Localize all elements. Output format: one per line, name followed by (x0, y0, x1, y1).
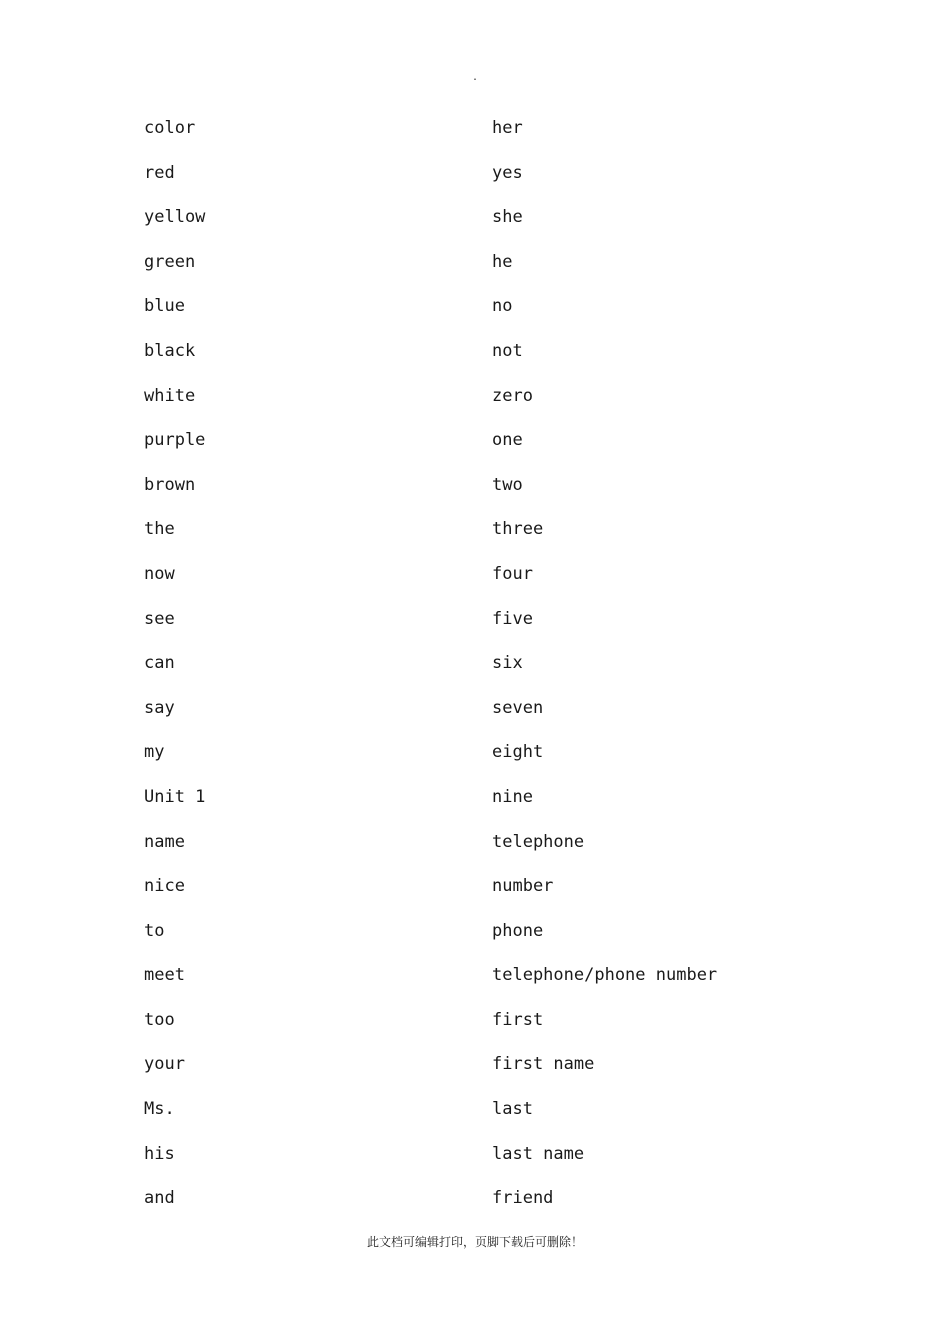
word-left: meet (144, 965, 185, 986)
word-right: telephone/phone number (492, 965, 718, 986)
word-left: yellow (144, 207, 206, 228)
word-left: Unit 1 (144, 786, 206, 807)
word-left: blue (144, 296, 185, 317)
word-row (144, 693, 824, 738)
word-row (144, 960, 824, 1005)
word-left: see (144, 608, 175, 629)
word-row (144, 1094, 824, 1139)
word-right: one (492, 430, 523, 451)
word-row (144, 1139, 824, 1184)
word-right: phone (492, 920, 544, 941)
word-right: zero (492, 385, 533, 406)
word-left: name (144, 831, 185, 852)
word-row (144, 559, 824, 604)
word-left: nice (144, 876, 185, 897)
word-right: four (492, 563, 533, 584)
word-row (144, 425, 824, 470)
word-right: not (492, 340, 523, 361)
word-right: five (492, 608, 533, 629)
word-right: last name (492, 1143, 585, 1164)
word-left: your (144, 1054, 185, 1075)
word-right: nine (492, 786, 533, 807)
word-right: she (492, 207, 523, 228)
word-right: two (492, 474, 523, 495)
word-row (144, 648, 824, 693)
word-right: he (492, 251, 513, 272)
word-right: first name (492, 1054, 595, 1075)
word-left: say (144, 697, 175, 718)
word-row (144, 1005, 824, 1050)
word-row (144, 336, 824, 381)
word-right: six (492, 653, 523, 674)
word-right: her (492, 118, 523, 138)
word-right: seven (492, 697, 544, 718)
word-row (144, 1049, 824, 1094)
word-left: white (144, 385, 196, 406)
word-left: and (144, 1188, 175, 1209)
word-left: to (144, 920, 165, 941)
word-left: his (144, 1143, 175, 1164)
word-left: red (144, 162, 175, 183)
word-row (144, 291, 824, 336)
word-left: brown (144, 474, 196, 495)
vocabulary-table (144, 113, 824, 1228)
word-left: the (144, 519, 175, 540)
word-row (144, 113, 824, 158)
word-row (144, 247, 824, 292)
word-row (144, 871, 824, 916)
word-row (144, 158, 824, 203)
word-row (144, 827, 824, 872)
word-row (144, 782, 824, 827)
word-left: can (144, 653, 175, 674)
word-row (144, 1183, 824, 1228)
word-row (144, 916, 824, 961)
word-right: number (492, 876, 554, 897)
word-row (144, 604, 824, 649)
word-row (144, 514, 824, 559)
word-right: telephone (492, 831, 585, 852)
word-row (144, 381, 824, 426)
word-row (144, 737, 824, 782)
header-mark: . (471, 72, 479, 83)
word-right: last (492, 1099, 533, 1120)
word-right: first (492, 1009, 544, 1030)
word-left: Ms. (144, 1099, 175, 1120)
word-left: black (144, 340, 196, 361)
word-right: friend (492, 1188, 554, 1209)
word-row (144, 202, 824, 247)
word-right: no (492, 296, 513, 317)
footer-note: 此文档可编辑打印，页脚下载后可删除！ (366, 1235, 583, 1249)
word-left: too (144, 1009, 175, 1030)
word-left: purple (144, 430, 206, 451)
word-left: my (144, 742, 165, 763)
word-left: now (144, 563, 175, 584)
word-right: eight (492, 742, 544, 763)
word-right: three (492, 519, 544, 540)
word-left: green (144, 251, 196, 272)
word-right: yes (492, 162, 523, 183)
word-left: color (144, 118, 196, 138)
word-row (144, 470, 824, 515)
